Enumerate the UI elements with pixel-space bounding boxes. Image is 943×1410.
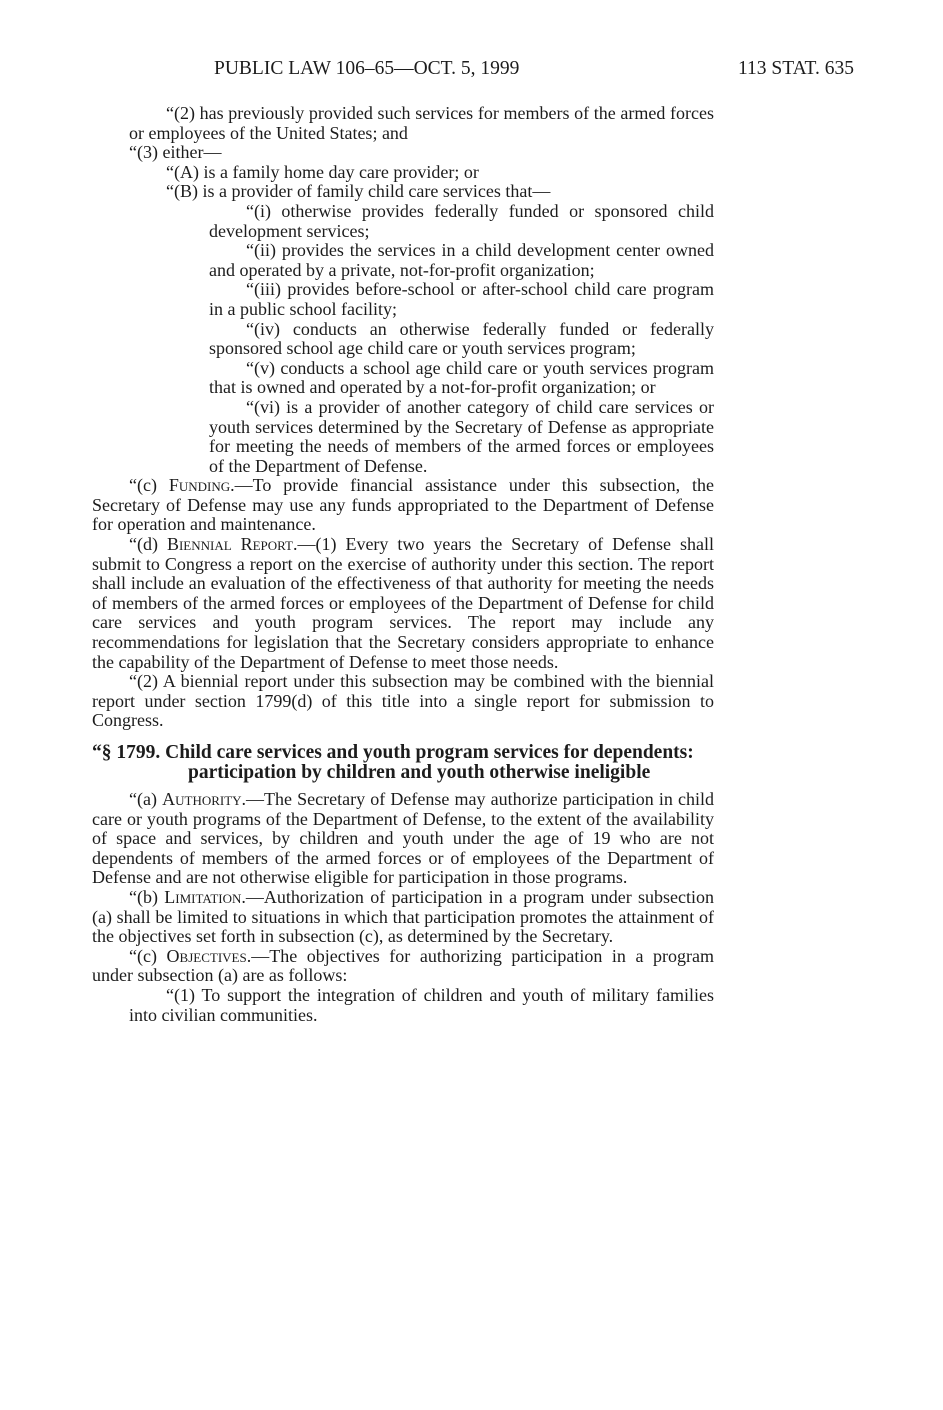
running-header [0,58,943,84]
subsection-heading: Biennial Report [166,534,293,555]
header-title: PUBLIC LAW 106–65—OCT. 5, 1999 [214,58,520,79]
subsection-d-biennial-report: “(d) Biennial Report.—(1) Every two years the Secretary of Defense shall submit to Congress a report on the exercise of authority under this section. The report shall include an evaluation of the effectiveness of that authority for meeting the needs of members of the armed forces or employees of the Department of Defense for child care services and youth program services. The report may include any recommendations for legislation that the Secretary considers appropriate to enhance the capability of the Department of Defense to meet those needs. [92,534,714,672]
clause-iv: “(iv) conducts an otherwise federally funded or federally sponsored school age child care or youth services program; [209,318,714,359]
subsection-b-limitation: “(b) Limitation.—Authorization of participation in a program under subsection (a) shall be limited to situations in which that participation promotes the attainment of the objectives set forth in subsection (c), as determined by the Secretary. [92,886,714,947]
subsection-c-objectives: “(c) Objectives.—The objectives for authorizing participation in a program under subsection (a) are as follows: [92,945,714,986]
paragraph-3b: “(B) is a provider of family child care services that— [166,181,551,202]
clause-iii: “(iii) provides before-school or after-school child care program in a public school facility; [209,279,714,319]
clause-i: “(i) otherwise provides federally funded or sponsored child development services; [209,200,714,241]
subsection-heading: Limitation [164,886,242,907]
subsection-heading: Objectives [166,945,247,966]
paragraph-3a: “(A) is a family home day care provider; or [166,161,479,182]
clause-v: “(v) conducts a school age child care or youth services program that is owned and operated by a not-for-profit organization; or [209,357,714,398]
subsection-d-paragraph-2: “(2) A biennial report under this subsection may be combined with the biennial report under section 1799(d) of this title into a single report for submission to Congress. [92,671,714,731]
section-1799-heading: “§ 1799. Child care services and youth program services for dependents: participation by children and youth otherwise ineligible [92,742,694,783]
paragraph-2: “(2) has previously provided such services for members of the armed forces or employees of the United States; and [129,103,714,143]
subsection-a-authority: “(a) Authority.—The Secretary of Defense may authorize participation in child care or youth programs of the Department of Defense, to the extent of the availability of space and services, by children and youth under the age of 19 who are not dependents of members of the armed forces or of employees of the Department of Defense and are not otherwise eligible for participation in those programs. [92,789,714,888]
clause-ii: “(ii) provides the services in a child development center owned and operated by a private, not-for-profit organization; [209,240,714,280]
page-body [92,104,714,1025]
header-stat-page: 113 STAT. 635 [738,58,854,79]
paragraph-3: “(3) either— [129,142,222,163]
subsection-heading: Authority [162,789,242,809]
clause-vi: “(vi) is a provider of another category of child care services or youth services determined by the Secretary of Defense as appropriate for meeting the needs of members of the armed forces or employees of the Department of Defense. [209,396,714,476]
subsection-c-funding: “(c) Funding.—To provide financial assistance under this subsection, the Secretary of Defense may use any funds appropriated to the Department of Defense for operation and maintenance. [92,475,714,535]
objective-1: “(1) To support the integration of children and youth of military families into civilian communities. [129,984,714,1025]
subsection-heading: Funding [168,475,231,496]
